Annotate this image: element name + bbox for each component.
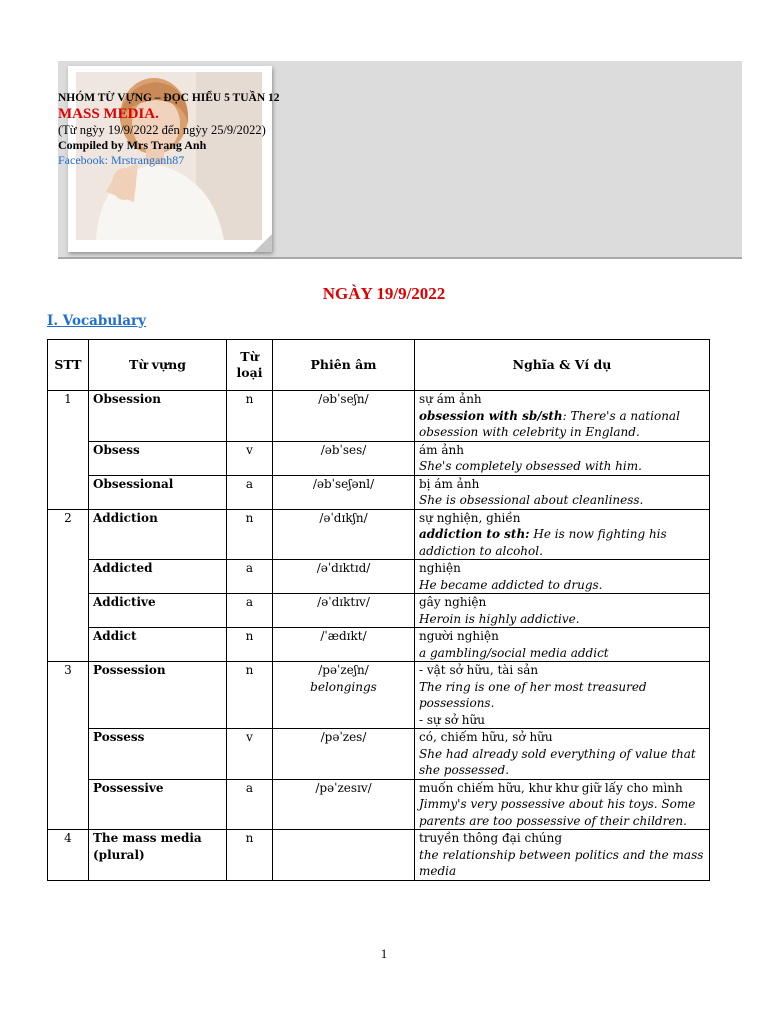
col-header-stt: STT: [48, 340, 89, 391]
table-row: [48, 391, 710, 442]
row-number: 2: [48, 509, 89, 662]
vocabulary-table: [47, 339, 710, 881]
vocab-word: Obsessional: [89, 475, 227, 509]
table-row: [48, 830, 710, 881]
pronunciation: /əbˈseʃənl/: [273, 475, 415, 509]
meaning-cell: [415, 391, 710, 442]
pronunciation-cell: [273, 662, 415, 729]
example: She had already sold everything of value that she possessed.: [419, 746, 696, 777]
col-header-meaning: Nghĩa & Ví dụ: [415, 340, 710, 391]
meaning: có, chiếm hữu, sở hữu: [419, 730, 553, 744]
part-of-speech: v: [227, 729, 273, 780]
vocab-word: Addict: [89, 628, 227, 662]
header-divider: [58, 257, 742, 259]
vocab-word: Possessive: [89, 779, 227, 830]
col-header-word: Từ vựng: [89, 340, 227, 391]
part-of-speech: n: [227, 662, 273, 729]
meaning-cell: [415, 628, 710, 662]
meaning: người nghiện: [419, 629, 499, 643]
meaning-secondary: - sự sở hữu: [419, 712, 485, 727]
pronunciation: /pəˈzes/: [273, 729, 415, 780]
row-number: 1: [48, 391, 89, 510]
meaning: sự ám ảnh: [419, 392, 482, 406]
example: the relationship between politics and the mass media: [419, 847, 704, 878]
part-of-speech: n: [227, 830, 273, 881]
pronunciation: /ˈædɪkt/: [273, 628, 415, 662]
pronunciation: /əˈdɪktɪv/: [273, 594, 415, 628]
vocab-word: Addictive: [89, 594, 227, 628]
pronunciation: [273, 830, 415, 881]
table-header-row: [48, 340, 710, 391]
vocab-word: Possession: [89, 662, 227, 729]
vocab-word: Possess: [89, 729, 227, 780]
meaning-cell: [415, 441, 710, 475]
row-number: 4: [48, 830, 89, 881]
meaning: - vật sở hữu, tài sản: [419, 663, 539, 677]
part-of-speech: a: [227, 594, 273, 628]
pronunciation: /əˈdɪktɪd/: [273, 560, 415, 594]
row-number: 3: [48, 662, 89, 830]
header-author: Compiled by Mrs Trang Anh: [58, 138, 207, 152]
table-row: [48, 779, 710, 830]
part-of-speech: v: [227, 441, 273, 475]
header-group-title: NHÓM TỪ VỰNG – ĐỌC HIỂU 5 TUẦN 12: [58, 92, 280, 104]
meaning-cell: [415, 509, 710, 560]
part-of-speech: n: [227, 628, 273, 662]
example: The ring is one of her most treasured possessions.: [419, 679, 647, 710]
meaning-cell: [415, 830, 710, 881]
table-row: [48, 475, 710, 509]
example: Heroin is highly addictive.: [419, 611, 580, 626]
part-of-speech: n: [227, 391, 273, 442]
meaning: muốn chiếm hữu, khư khư giữ lấy cho mình: [419, 780, 683, 795]
meaning-cell: [415, 729, 710, 780]
table-row: [48, 729, 710, 780]
example: a gambling/social media addict: [419, 645, 609, 660]
table-row: [48, 509, 710, 560]
document-header: [58, 91, 280, 168]
meaning-cell: [415, 475, 710, 509]
meaning-cell: [415, 560, 710, 594]
meaning: nghiện: [419, 561, 461, 575]
example: obsession with sb/sth: There's a national obsession with celebrity in England.: [419, 408, 680, 439]
pronunciation: /əbˈses/: [273, 441, 415, 475]
example: She's completely obsessed with him.: [419, 459, 642, 473]
example: addiction to sth: He is now fighting his addiction to alcohol.: [419, 527, 667, 558]
table-row: [48, 594, 710, 628]
vocab-word: Addicted: [89, 560, 227, 594]
synonym-note: belongings: [310, 679, 377, 694]
day-title: NGÀY 19/9/2022: [322, 284, 446, 303]
table-row: [48, 560, 710, 594]
meaning-cell: [415, 662, 710, 729]
table-row: [48, 628, 710, 662]
part-of-speech: a: [227, 779, 273, 830]
pronunciation: /pəˈzeʃn/: [318, 663, 369, 677]
meaning: ám ảnh: [419, 442, 464, 457]
table-row: [48, 441, 710, 475]
page-curl: [254, 234, 272, 252]
collocation: addiction to sth:: [419, 527, 530, 541]
example: She is obsessional about cleanliness.: [419, 493, 644, 507]
header-date-range: (Từ ngỳy 19/9/2022 đến ngỳy 25/9/2022): [58, 123, 266, 137]
col-header-pronunciation: Phiên âm: [273, 340, 415, 391]
col-header-pos: Từ loại: [227, 340, 273, 391]
header-facebook-link[interactable]: Facebook: Mrstranganh87: [58, 153, 185, 167]
part-of-speech: a: [227, 560, 273, 594]
meaning: truyền thông đại chúng: [419, 831, 563, 845]
pronunciation: /əbˈseʃn/: [273, 391, 415, 442]
pronunciation: /əˈdɪkʃn/: [273, 509, 415, 560]
meaning-cell: [415, 779, 710, 830]
section-title: I. Vocabulary: [47, 313, 147, 329]
meaning: sự nghiện, ghiền: [419, 510, 521, 525]
page-number: 1: [380, 946, 388, 961]
part-of-speech: n: [227, 509, 273, 560]
pronunciation: /pəˈzesɪv/: [273, 779, 415, 830]
vocab-word: The mass media (plural): [89, 830, 227, 881]
example: He became addicted to drugs.: [419, 577, 603, 592]
header-topic: MASS MEDIA.: [58, 106, 159, 122]
meaning-cell: [415, 594, 710, 628]
vocab-word: Addiction: [89, 509, 227, 560]
part-of-speech: a: [227, 475, 273, 509]
example: Jimmy's very possessive about his toys. Some parents are too possessive of their children.: [419, 797, 696, 828]
collocation: obsession with sb/sth: [419, 408, 563, 423]
vocab-word: Obsession: [89, 391, 227, 442]
meaning: bị ám ảnh: [419, 476, 480, 491]
table-row: [48, 662, 710, 729]
vocab-word: Obsess: [89, 441, 227, 475]
meaning: gây nghiện: [419, 595, 487, 609]
